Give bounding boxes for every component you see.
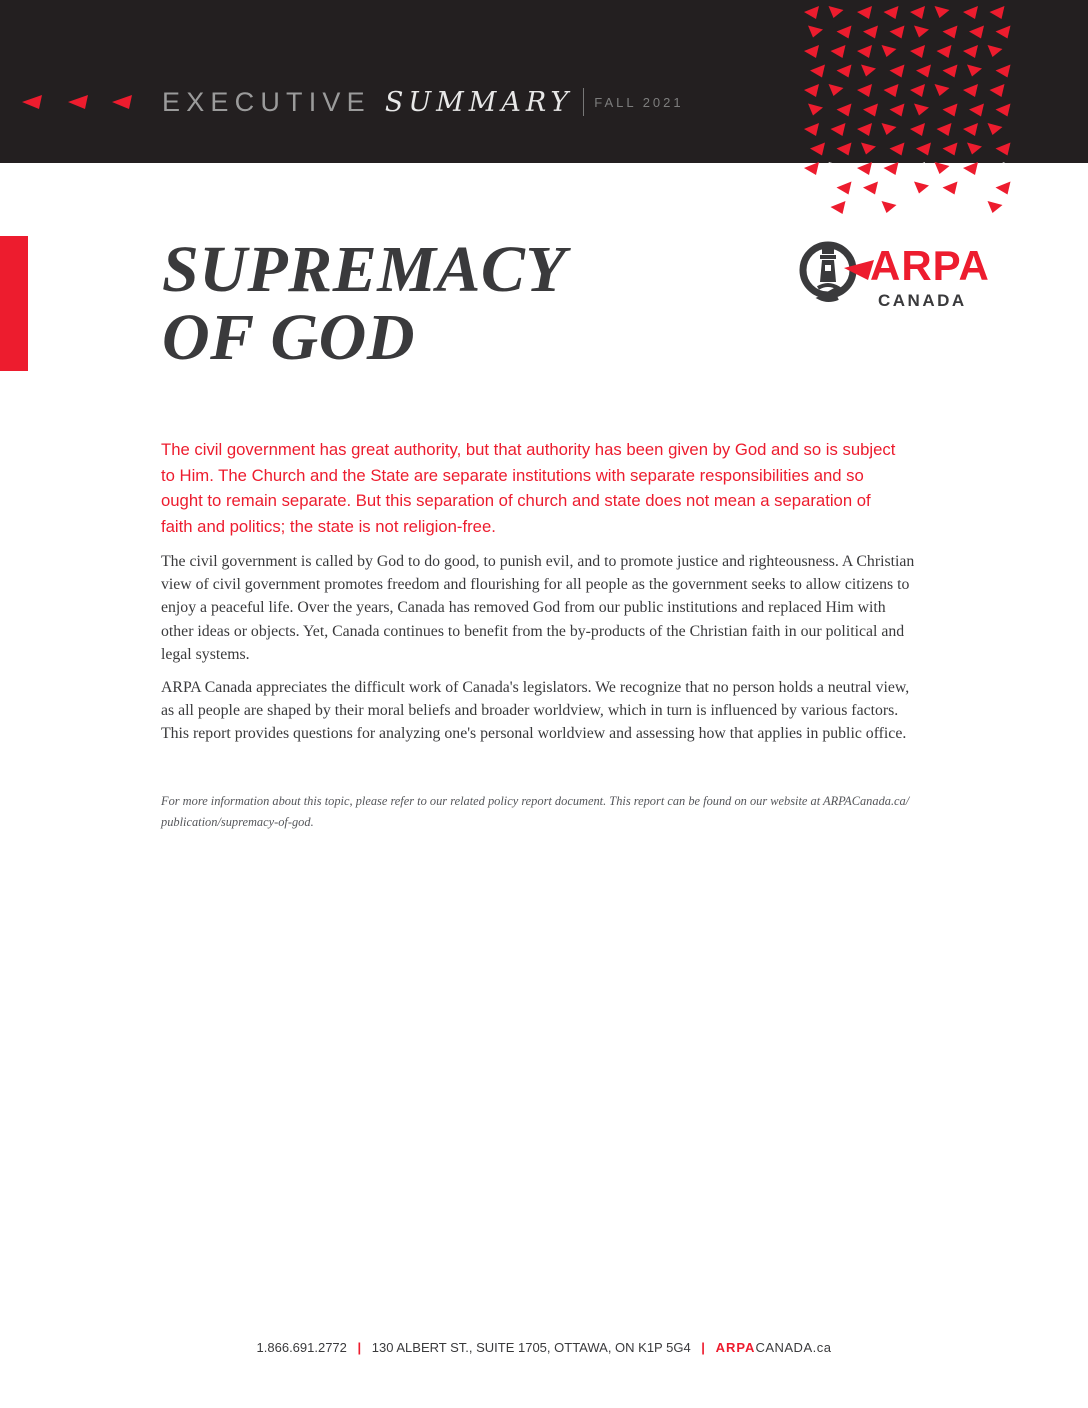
pattern-triangle xyxy=(969,182,984,195)
pattern-triangle xyxy=(943,26,958,39)
pattern-triangle xyxy=(890,104,905,117)
pattern-triangle xyxy=(988,123,1003,135)
pattern-triangle xyxy=(963,162,978,175)
pattern-triangle xyxy=(890,143,905,156)
logo-name: ARPA xyxy=(870,242,990,289)
pattern-triangle xyxy=(837,143,852,156)
pattern-triangle xyxy=(810,143,825,156)
pattern-triangle xyxy=(837,26,852,39)
footer-divider: | xyxy=(357,1340,362,1355)
arrow-left-icon xyxy=(20,93,140,111)
pattern-triangle xyxy=(857,123,872,136)
pattern-triangle xyxy=(804,6,819,19)
logo-country: CANADA xyxy=(878,291,967,310)
pattern-triangle xyxy=(990,162,1005,175)
pattern-triangle xyxy=(967,65,982,77)
pattern-triangle xyxy=(969,104,984,117)
pattern-triangle xyxy=(857,201,872,214)
pattern-triangle xyxy=(808,104,823,116)
triangle-pattern xyxy=(790,0,1020,220)
pattern-triangle xyxy=(804,162,819,175)
pattern-triangle xyxy=(943,143,958,156)
pattern-triangle xyxy=(937,45,952,58)
pattern-triangle xyxy=(884,162,899,175)
pattern-triangle xyxy=(857,162,872,175)
footer-divider: | xyxy=(701,1340,705,1355)
pattern-triangle xyxy=(804,123,819,136)
pattern-triangle xyxy=(890,182,905,195)
pattern-triangle xyxy=(910,123,925,136)
pattern-triangle xyxy=(829,84,844,96)
pattern-triangle xyxy=(831,123,846,136)
body-paragraph-2: ARPA Canada appreciates the difficult work of Canada's legislators. We recognize that no person holds a neutral view, as all people are shaped by their moral beliefs and broader worldview, which in turn is influenced by various factors. This report provides questions for analyzing one's personal worldview and assessing how that applies in public office. xyxy=(161,679,910,743)
pattern-triangle xyxy=(914,26,929,38)
info-note: For more information about this topic, please refer to our related policy report document. This report can be found on our website at ARPACanada.ca/ publication/supremacy-of-god. xyxy=(161,794,910,829)
pattern-triangle xyxy=(996,26,1011,39)
pattern-triangle xyxy=(831,45,846,58)
pattern-triangle xyxy=(943,182,958,195)
pattern-triangle xyxy=(882,123,897,135)
pattern-triangle xyxy=(914,104,929,116)
pattern-triangle xyxy=(990,6,1005,19)
pattern-triangle xyxy=(963,6,978,19)
footer-phone: 1.866.691.2772 xyxy=(256,1340,347,1355)
title-line-1: SUPREMACY xyxy=(162,233,567,306)
title-line-2: OF GOD xyxy=(162,301,415,374)
pattern-triangle xyxy=(882,201,897,213)
header-season: FALL 2021 xyxy=(594,94,684,110)
pattern-triangle xyxy=(808,182,823,194)
pattern-triangle xyxy=(916,65,931,78)
pattern-triangle xyxy=(943,104,958,117)
pattern-triangle xyxy=(990,84,1005,97)
lead-paragraph: The civil government has great authority, but that authority has been given by God and so is subject to Him. The Church and the State are separate institutions with separate responsibilities and so ought to remain separate. But this separation of church and state does not mean a separation of faith and politics; the state is not religion-free. xyxy=(161,440,896,536)
pattern-triangle xyxy=(863,104,878,117)
footer-contact xyxy=(0,1340,1088,1355)
pattern-triangle xyxy=(863,26,878,39)
pattern-triangle xyxy=(996,104,1011,117)
pattern-triangle xyxy=(935,6,950,18)
pattern-triangle xyxy=(963,84,978,97)
pattern-triangle xyxy=(935,162,950,174)
pattern-triangle xyxy=(996,182,1011,195)
pattern-triangle xyxy=(837,65,852,78)
pattern-triangle xyxy=(910,162,925,175)
page-title xyxy=(162,233,762,374)
header-executive: EXECUTIVE xyxy=(162,86,371,117)
pattern-triangle xyxy=(863,182,878,195)
pattern-triangle xyxy=(829,6,844,18)
pattern-triangle xyxy=(857,84,872,97)
pattern-triangle xyxy=(910,84,925,97)
footer-website-rest: CANADA.ca xyxy=(755,1340,832,1355)
pattern-triangle xyxy=(910,45,925,58)
pattern-triangle xyxy=(988,201,1003,213)
pattern-triangle xyxy=(861,65,876,77)
arpa-logo xyxy=(798,238,1008,314)
pattern-triangle xyxy=(890,65,905,78)
header-summary: SUMMARY xyxy=(384,86,574,118)
header-line xyxy=(162,84,684,120)
pattern-triangle xyxy=(910,201,925,214)
pattern-triangle xyxy=(882,45,897,57)
pattern-triangle xyxy=(804,45,819,58)
pattern-triangle xyxy=(937,201,952,214)
pattern-triangle xyxy=(810,65,825,78)
side-accent-bar xyxy=(0,236,28,371)
pattern-triangle xyxy=(831,201,846,214)
pattern-triangle xyxy=(963,123,978,136)
pattern-triangle xyxy=(884,84,899,97)
footer-website-brand: ARPA xyxy=(715,1340,756,1355)
pattern-triangle xyxy=(837,104,852,117)
pattern-triangle xyxy=(857,45,872,58)
pattern-triangle xyxy=(996,65,1011,78)
pattern-triangle xyxy=(916,143,931,156)
pattern-triangle xyxy=(969,26,984,39)
pattern-triangle xyxy=(963,45,978,58)
pattern-triangle xyxy=(884,6,899,19)
pattern-triangle xyxy=(861,143,876,155)
pattern-triangle xyxy=(910,6,925,19)
pattern-triangle xyxy=(829,162,844,174)
pattern-triangle xyxy=(935,84,950,96)
footer-address: 130 ALBERT ST., SUITE 1705, OTTAWA, ON K1P 5G4 xyxy=(371,1340,691,1355)
pattern-triangle xyxy=(963,201,978,214)
footer-website[interactable] xyxy=(716,1340,832,1355)
pattern-triangle xyxy=(996,143,1011,156)
pattern-triangle xyxy=(967,143,982,155)
pattern-triangle xyxy=(988,45,1003,57)
pattern-triangle xyxy=(837,182,852,195)
body-paragraph-1: The civil government is called by God to do good, to punish evil, and to promote justice and righteousness. A Christian view of civil government promotes freedom and flourishing for all people as the government seeks to allow citizens to enjoy a peaceful life. Over the years, Canada has removed God from our public institutions and replaced Him with other ideas or objects. Yet, Canada continues to benefit from the by-products of the Christian faith in our political and legal systems. xyxy=(161,553,915,663)
pattern-triangle xyxy=(890,26,905,39)
pattern-triangle xyxy=(804,201,819,214)
lighthouse-icon xyxy=(798,238,878,314)
pattern-triangle xyxy=(943,65,958,78)
pattern-triangle xyxy=(914,182,929,194)
pattern-triangle xyxy=(808,26,823,38)
pattern-triangle xyxy=(857,6,872,19)
pattern-triangle xyxy=(804,84,819,97)
pattern-triangle xyxy=(937,123,952,136)
header-divider xyxy=(583,88,584,116)
